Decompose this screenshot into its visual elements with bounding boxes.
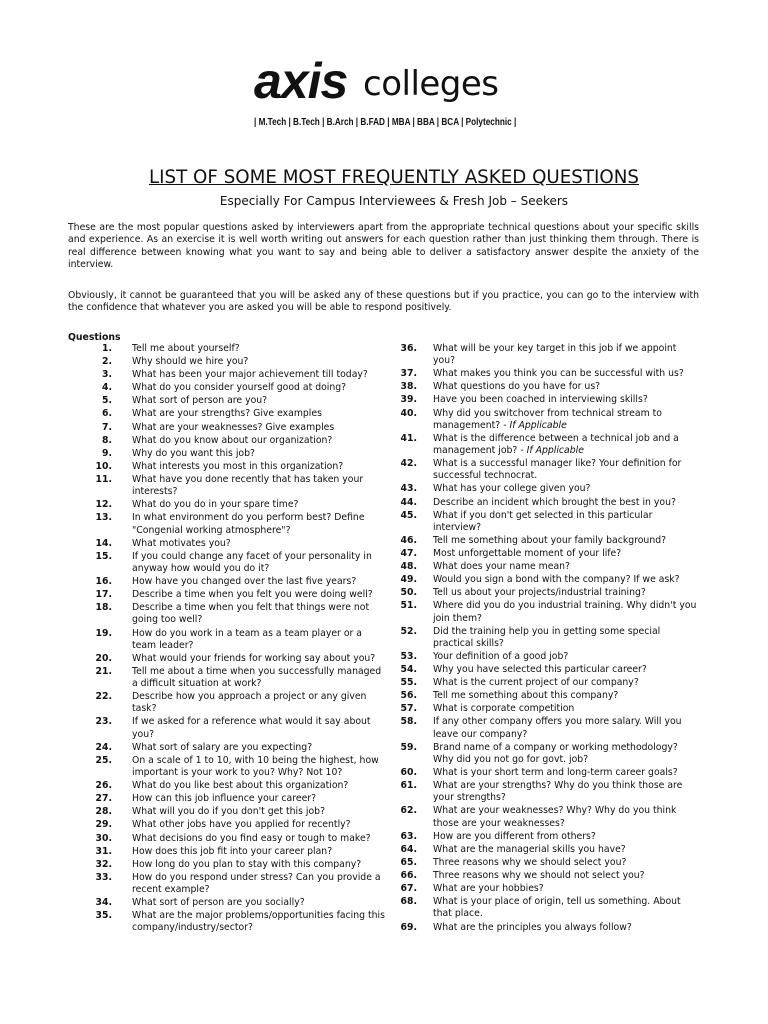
- question-text-wrapper: [433, 677, 700, 689]
- question-number: 6.: [101, 408, 112, 420]
- question-item: [390, 677, 700, 689]
- question-number: 32.: [95, 858, 112, 870]
- question-text: What sort of person are you socially?: [132, 897, 305, 909]
- question-text: What are the managerial skills you have?: [433, 843, 626, 855]
- intro-paragraph-1: These are the most popular questions asked by interviewers apart from the appropriate technical questions about your specific skills and experience. As an exercise it is well worth writing out answers for each question rather than just thinking them through. There is real difference between knowing what you want to say and being able to deliver a satisfactory answer despite the anxiety of the interview.: [68, 222, 699, 271]
- question-number: 52.: [400, 625, 417, 637]
- question-text-wrapper: [132, 819, 386, 831]
- question-item: [390, 651, 700, 663]
- question-number: 15.: [95, 550, 112, 562]
- question-number: 38.: [400, 381, 417, 393]
- question-item: [390, 394, 700, 406]
- question-text-wrapper: [132, 859, 386, 871]
- question-text: What makes you think you can be successful with us?: [433, 368, 684, 380]
- question-text: What if you don't get selected in this particular interview?: [433, 509, 653, 533]
- question-number: 18.: [95, 602, 112, 614]
- question-number: 48.: [400, 561, 417, 573]
- question-text-wrapper: [132, 356, 386, 368]
- question-item: [390, 870, 700, 882]
- question-text-wrapper: [132, 755, 386, 779]
- question-text: Why should we hire you?: [132, 356, 249, 368]
- questions-column-right: [390, 343, 700, 935]
- question-text: Three reasons why we should not select you?: [433, 870, 645, 882]
- question-item: [68, 474, 386, 498]
- question-number: 66.: [400, 870, 417, 882]
- question-text-wrapper: [132, 833, 386, 845]
- question-text-wrapper: [433, 742, 700, 766]
- question-text: Tell me about yourself?: [132, 343, 240, 354]
- question-text: What are your weaknesses? Why? Why do you think those are your weaknesses?: [433, 805, 677, 829]
- question-number: 61.: [400, 780, 417, 792]
- question-text-wrapper: [132, 512, 386, 536]
- question-text-wrapper: [132, 846, 386, 858]
- question-item: [68, 653, 386, 665]
- question-text-wrapper: [433, 831, 700, 843]
- question-item: [390, 831, 700, 843]
- question-text-wrapper: [433, 548, 700, 560]
- question-number: 46.: [400, 534, 417, 546]
- question-text-wrapper: [433, 381, 700, 393]
- question-text-wrapper: [132, 343, 386, 355]
- question-number: 50.: [400, 587, 417, 599]
- question-number: 22.: [95, 691, 112, 703]
- question-text: What does your name mean?: [433, 561, 570, 573]
- question-number: 11.: [95, 473, 112, 485]
- question-text-wrapper: [132, 653, 386, 665]
- question-text: What is your place of origin, tell us something. About that place.: [433, 896, 681, 920]
- question-number: 49.: [400, 574, 417, 586]
- question-text-wrapper: [433, 368, 700, 380]
- question-item: [390, 535, 700, 547]
- question-item: [390, 561, 700, 573]
- question-text: How do you respond under stress? Can you provide a recent example?: [132, 871, 381, 896]
- question-number: 20.: [95, 652, 112, 664]
- question-text-wrapper: [433, 664, 700, 676]
- question-number: 21.: [95, 665, 112, 677]
- question-text: Have you been coached in interviewing skills?: [433, 394, 648, 406]
- question-note: - If Applicable: [520, 445, 584, 457]
- question-item: [390, 703, 700, 715]
- question-text: Tell me about a time when you successfully managed a difficult situation at work?: [132, 665, 382, 690]
- question-item: [68, 897, 386, 909]
- question-text: Describe how you approach a project or any given task?: [132, 691, 367, 715]
- question-text-wrapper: [132, 872, 386, 896]
- question-text: If any other company offers you more salary. Will you leave our company?: [433, 716, 682, 740]
- question-text-wrapper: [132, 589, 386, 601]
- question-number: 53.: [400, 651, 417, 663]
- question-item: [68, 846, 386, 858]
- question-text: How long do you plan to stay with this company?: [132, 858, 362, 870]
- question-text-wrapper: [433, 483, 700, 495]
- question-text: How have you changed over the last five years?: [132, 576, 357, 588]
- question-number: 60.: [400, 767, 417, 779]
- question-text-wrapper: [433, 561, 700, 573]
- question-text: Where did you do you industrial training. Why didn't you join them?: [433, 600, 697, 624]
- question-text: In what environment do you perform best? Define "Congenial working atmosphere"?: [132, 512, 365, 536]
- question-number: 67.: [400, 883, 417, 895]
- question-number: 62.: [400, 805, 417, 817]
- question-text: What decisions do you find easy or tough to make?: [132, 832, 371, 844]
- question-text-wrapper: [132, 538, 386, 550]
- question-item: [390, 767, 700, 779]
- question-number: 3.: [101, 369, 112, 381]
- questions-column-left: [68, 343, 386, 936]
- question-item: [68, 806, 386, 818]
- question-item: [68, 859, 386, 871]
- page-subtitle: Especially For Campus Interviewees & Fresh Job – Seekers: [219, 194, 569, 208]
- question-item: [68, 448, 386, 460]
- question-item: [390, 510, 700, 534]
- question-text: Brand name of a company or working methodology? Why did you not go for govt. job?: [433, 741, 678, 765]
- questions-heading: Questions: [68, 332, 121, 343]
- question-text-wrapper: [132, 780, 386, 792]
- question-text-wrapper: [132, 897, 386, 909]
- question-item: [68, 666, 386, 690]
- question-text-wrapper: [132, 691, 386, 715]
- question-number: 51.: [400, 600, 417, 612]
- question-text-wrapper: [132, 448, 386, 460]
- question-number: 33.: [95, 871, 112, 883]
- question-item: [390, 483, 700, 495]
- question-text-wrapper: [132, 551, 386, 575]
- question-item: [390, 805, 700, 829]
- question-text-wrapper: [433, 922, 700, 934]
- question-text-wrapper: [433, 805, 700, 829]
- question-text: What do you know about our organization?: [132, 434, 333, 446]
- question-text: If you could change any facet of your personality in anyway how would you do it?: [132, 550, 372, 574]
- question-number: 29.: [95, 819, 112, 831]
- question-text-wrapper: [433, 587, 700, 599]
- question-number: 8.: [101, 434, 112, 446]
- question-text: What are your strengths? Give examples: [132, 408, 322, 420]
- question-text: What has been your major achievement till today?: [132, 369, 368, 381]
- question-number: 36.: [400, 343, 417, 354]
- question-text: What have you done recently that has taken your interests?: [132, 473, 364, 498]
- question-text-wrapper: [433, 433, 700, 457]
- question-number: 19.: [95, 627, 112, 639]
- question-text-wrapper: [132, 793, 386, 805]
- question-item: [68, 369, 386, 381]
- question-text-wrapper: [433, 343, 700, 367]
- question-text-wrapper: [132, 435, 386, 447]
- question-text: Three reasons why we should select you?: [433, 856, 627, 868]
- question-number: 59.: [400, 741, 417, 753]
- question-item: [390, 716, 700, 740]
- question-text-wrapper: [433, 535, 700, 547]
- question-number: 45.: [400, 509, 417, 521]
- question-item: [68, 499, 386, 511]
- question-item: [68, 422, 386, 434]
- question-number: 23.: [95, 716, 112, 728]
- question-item: [68, 382, 386, 394]
- question-item: [68, 872, 386, 896]
- question-text: What do you do in your spare time?: [132, 499, 299, 511]
- question-item: [390, 690, 700, 702]
- question-text: What is the current project of our company?: [433, 677, 639, 689]
- question-item: [68, 742, 386, 754]
- question-number: 47.: [400, 548, 417, 560]
- question-text-wrapper: [433, 574, 700, 586]
- question-text-wrapper: [433, 844, 700, 856]
- question-text: What motivates you?: [132, 537, 231, 549]
- question-item: [390, 368, 700, 380]
- question-text: What sort of salary are you expecting?: [132, 741, 313, 753]
- question-number: 35.: [95, 910, 112, 922]
- question-item: [390, 548, 700, 560]
- question-text-wrapper: [433, 600, 700, 624]
- intro-paragraph-2: Obviously, it cannot be guaranteed that you will be asked any of these questions but if you practice, you can go to the interview with the confidence that whatever you are asked you will be able to respond positively.: [68, 290, 699, 314]
- question-text: Why did you switchover from technical stream to management?: [433, 407, 662, 431]
- question-text: What are your hobbies?: [433, 883, 544, 895]
- question-number: 68.: [400, 896, 417, 908]
- question-number: 1.: [101, 343, 112, 354]
- question-number: 43.: [400, 483, 417, 495]
- question-number: 30.: [95, 832, 112, 844]
- question-text-wrapper: [433, 857, 700, 869]
- question-text: How can this job influence your career?: [132, 793, 317, 805]
- question-text: What interests you most in this organization?: [132, 460, 344, 472]
- question-text: What is the difference between a technical job and a management job?: [433, 432, 679, 457]
- question-text: What are the principles you always follow?: [433, 921, 632, 933]
- question-item: [68, 910, 386, 934]
- question-text: How are you different from others?: [433, 830, 596, 842]
- question-text-wrapper: [433, 896, 700, 920]
- question-text-wrapper: [132, 716, 386, 740]
- question-item: [390, 844, 700, 856]
- question-item: [68, 755, 386, 779]
- question-text-wrapper: [132, 806, 386, 818]
- question-item: [390, 922, 700, 934]
- question-number: 4.: [101, 382, 112, 394]
- question-text-wrapper: [132, 910, 386, 934]
- question-text: Describe an incident which brought the best in you?: [433, 496, 676, 508]
- question-text: What has your college given you?: [433, 483, 591, 495]
- question-item: [68, 551, 386, 575]
- question-note: - If Applicable: [503, 419, 567, 431]
- question-text-wrapper: [132, 461, 386, 473]
- question-item: [68, 780, 386, 792]
- question-item: [390, 626, 700, 650]
- question-text: Tell me something about this company?: [433, 690, 619, 702]
- question-item: [68, 538, 386, 550]
- question-item: [390, 742, 700, 766]
- question-text: What are your strengths? Why do you think those are your strengths?: [433, 780, 683, 804]
- question-number: 34.: [95, 897, 112, 909]
- question-number: 58.: [400, 716, 417, 728]
- question-item: [68, 512, 386, 536]
- question-item: [390, 600, 700, 624]
- question-text: On a scale of 1 to 10, with 10 being the highest, how important is your work to you? Why? Not 10?: [132, 754, 379, 779]
- page-title: LIST OF SOME MOST FREQUENTLY ASKED QUESTIONS: [148, 166, 639, 188]
- question-text: What is corporate competition: [433, 703, 575, 715]
- question-item: [68, 356, 386, 368]
- question-text: What questions do you have for us?: [433, 381, 601, 393]
- question-text-wrapper: [132, 576, 386, 588]
- question-text-wrapper: [132, 742, 386, 754]
- question-number: 42.: [400, 458, 417, 470]
- question-text: What will be your key target in this job if we appoint you?: [433, 343, 677, 367]
- question-text-wrapper: [132, 369, 386, 381]
- question-item: [390, 883, 700, 895]
- question-item: [390, 780, 700, 804]
- question-number: 10.: [95, 460, 112, 472]
- question-number: 55.: [400, 677, 417, 689]
- question-text: Why do you want this job?: [132, 447, 255, 459]
- question-number: 24.: [95, 741, 112, 753]
- question-text: If we asked for a reference what would it say about you?: [132, 716, 371, 740]
- question-text-wrapper: [132, 408, 386, 420]
- question-item: [390, 857, 700, 869]
- question-number: 69.: [400, 921, 417, 933]
- question-number: 2.: [101, 356, 112, 368]
- question-item: [390, 408, 700, 432]
- logo-axis-text: axis: [254, 53, 348, 109]
- question-text: Why you have selected this particular career?: [433, 664, 647, 676]
- question-item: [390, 381, 700, 393]
- question-text: Describe a time when you felt that things were not going too well?: [132, 602, 370, 626]
- question-text: What do you like best about this organization?: [132, 780, 349, 792]
- question-text-wrapper: [132, 474, 386, 498]
- question-text-wrapper: [433, 870, 700, 882]
- question-text: What other jobs have you applied for recently?: [132, 819, 351, 831]
- question-item: [68, 691, 386, 715]
- question-text-wrapper: [433, 703, 700, 715]
- question-text: Tell us about your projects/industrial training?: [433, 587, 646, 599]
- question-number: 7.: [101, 421, 112, 433]
- question-text-wrapper: [433, 626, 700, 650]
- question-item: [68, 819, 386, 831]
- question-item: [68, 435, 386, 447]
- question-text: What is a successful manager like? Your definition for successful technocrat.: [433, 458, 682, 482]
- question-number: 63.: [400, 830, 417, 842]
- question-number: 64.: [400, 843, 417, 855]
- question-number: 56.: [400, 690, 417, 702]
- question-number: 14.: [95, 537, 112, 549]
- logo-colleges-text: colleges: [363, 64, 499, 104]
- question-item: [68, 343, 386, 355]
- question-number: 28.: [95, 806, 112, 818]
- question-number: 37.: [400, 368, 417, 380]
- question-number: 27.: [95, 793, 112, 805]
- question-number: 54.: [400, 664, 417, 676]
- question-text-wrapper: [132, 422, 386, 434]
- question-item: [68, 408, 386, 420]
- question-text-wrapper: [433, 458, 700, 482]
- question-text: What would your friends for working say about you?: [132, 652, 376, 664]
- question-number: 65.: [400, 856, 417, 868]
- question-text: Describe a time when you felt you were doing well?: [132, 589, 373, 601]
- question-item: [390, 896, 700, 920]
- question-text-wrapper: [433, 651, 700, 663]
- question-number: 57.: [400, 703, 417, 715]
- question-number: 12.: [95, 499, 112, 511]
- question-text-wrapper: [132, 395, 386, 407]
- question-text-wrapper: [433, 408, 700, 432]
- question-text: Most unforgettable moment of your life?: [433, 548, 622, 560]
- question-text: What is your short term and long-term career goals?: [433, 767, 678, 779]
- question-item: [68, 461, 386, 473]
- question-item: [68, 395, 386, 407]
- question-text-wrapper: [433, 690, 700, 702]
- question-number: 13.: [95, 512, 112, 524]
- question-item: [68, 793, 386, 805]
- question-text-wrapper: [433, 883, 700, 895]
- question-text: Tell me something about your family background?: [433, 534, 667, 546]
- question-number: 41.: [400, 432, 417, 444]
- question-number: 9.: [101, 447, 112, 459]
- question-item: [68, 576, 386, 588]
- question-text-wrapper: [132, 666, 386, 690]
- programs-list: | M.Tech | B.Tech | B.Arch | B.FAD | MBA | BBA | BCA | Polytechnic |: [254, 117, 517, 128]
- question-number: 16.: [95, 576, 112, 588]
- question-text-wrapper: [433, 510, 700, 534]
- question-text-wrapper: [433, 780, 700, 804]
- question-text: How does this job fit into your career plan?: [132, 845, 333, 857]
- question-item: [68, 589, 386, 601]
- question-text-wrapper: [132, 602, 386, 626]
- question-number: 17.: [95, 589, 112, 601]
- question-item: [390, 343, 700, 367]
- question-item: [390, 587, 700, 599]
- question-text-wrapper: [132, 628, 386, 652]
- question-item: [390, 497, 700, 509]
- question-text-wrapper: [132, 382, 386, 394]
- question-item: [390, 458, 700, 482]
- question-text: What will you do if you don't get this job?: [132, 806, 326, 818]
- question-number: 40.: [400, 407, 417, 419]
- question-text: Your definition of a good job?: [433, 651, 569, 663]
- question-text: Did the training help you in getting some special practical skills?: [433, 625, 661, 649]
- question-item: [68, 628, 386, 652]
- question-number: 31.: [95, 845, 112, 857]
- question-text: What sort of person are you?: [132, 395, 268, 407]
- question-item: [68, 716, 386, 740]
- question-number: 5.: [101, 395, 112, 407]
- question-text: What are the major problems/opportunities facing this company/industry/sector?: [132, 910, 385, 934]
- question-text-wrapper: [433, 497, 700, 509]
- question-text: How do you work in a team as a team player or a team leader?: [132, 627, 362, 651]
- question-item: [68, 833, 386, 845]
- question-number: 26.: [95, 780, 112, 792]
- question-text-wrapper: [433, 394, 700, 406]
- question-item: [68, 602, 386, 626]
- question-item: [390, 664, 700, 676]
- question-text: What do you consider yourself good at doing?: [132, 382, 347, 394]
- question-number: 25.: [95, 754, 112, 766]
- question-text-wrapper: [433, 767, 700, 779]
- question-item: [390, 574, 700, 586]
- question-text-wrapper: [433, 716, 700, 740]
- question-text-wrapper: [132, 499, 386, 511]
- question-item: [390, 433, 700, 457]
- question-number: 44.: [400, 496, 417, 508]
- question-text: What are your weaknesses? Give examples: [132, 421, 335, 433]
- question-text: Would you sign a bond with the company? If we ask?: [433, 574, 680, 586]
- question-number: 39.: [400, 394, 417, 406]
